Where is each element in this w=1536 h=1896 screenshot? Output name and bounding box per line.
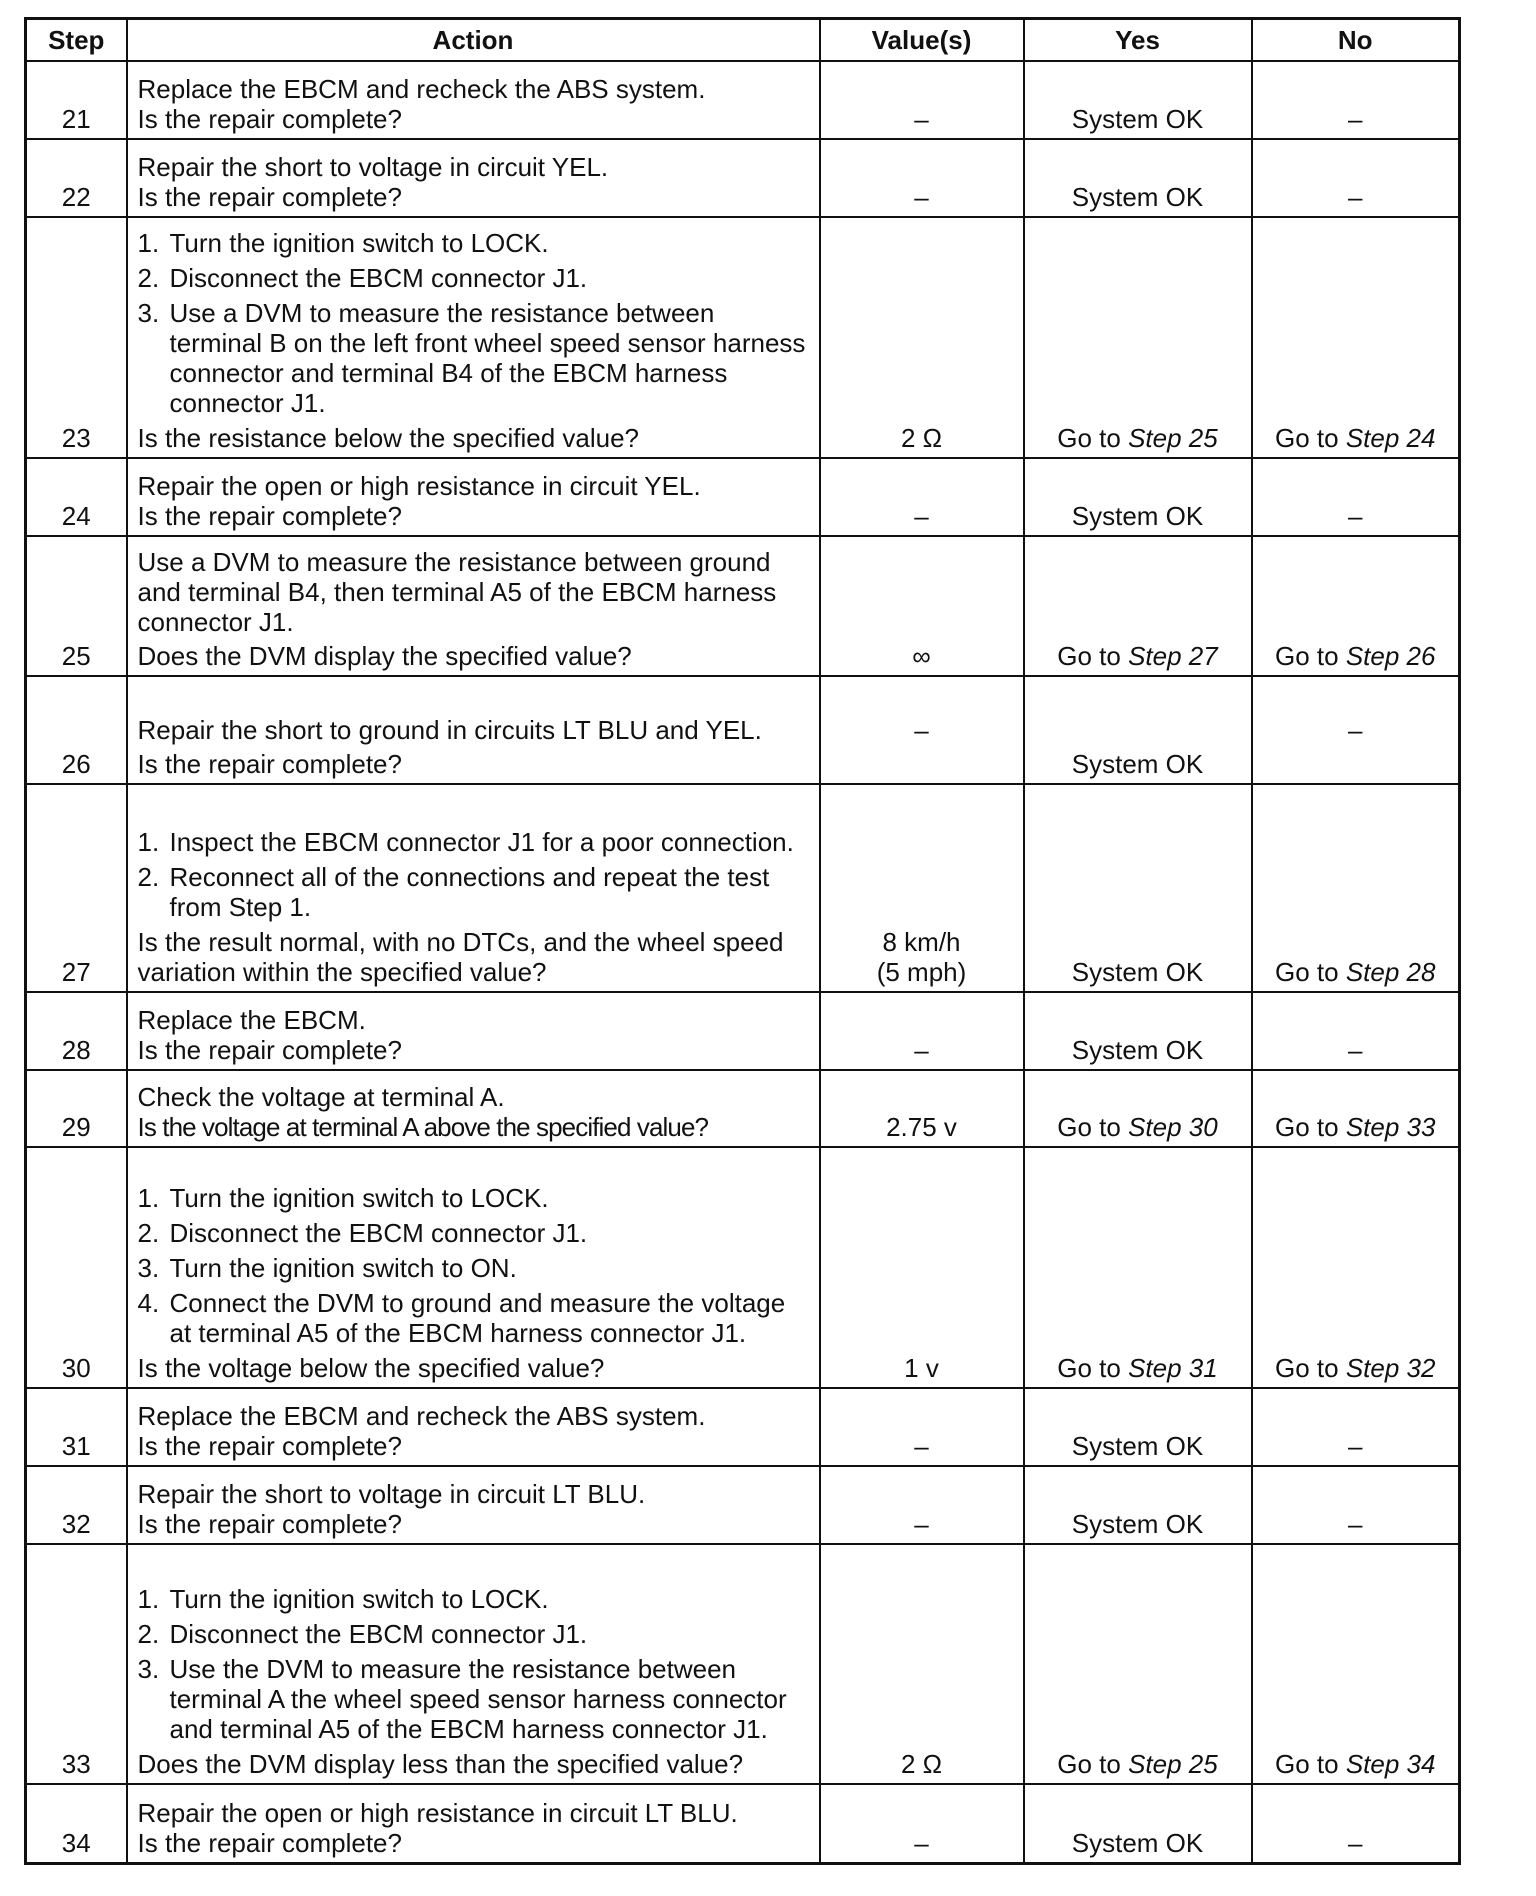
step-number: 28 bbox=[26, 992, 127, 1070]
yes-cell: System OK bbox=[1024, 1784, 1252, 1863]
value-cell: 8 km/h (5 mph) bbox=[820, 784, 1024, 992]
no-cell: – bbox=[1252, 458, 1460, 536]
action-step: 1. Inspect the EBCM connector J1 for a poor connection. bbox=[137, 827, 794, 857]
action-cell bbox=[127, 61, 820, 139]
yes-cell: Go to Step 30 bbox=[1024, 1070, 1252, 1147]
yes-cell: System OK bbox=[1024, 61, 1252, 139]
action-step: 2. Reconnect all of the connections and repeat the test from Step 1. bbox=[137, 862, 770, 922]
action-step: 4. Connect the DVM to ground and measure the voltage at terminal A5 of the EBCM harness connector J1. bbox=[137, 1288, 786, 1348]
goto-step-link: Step 32 bbox=[1345, 1353, 1436, 1383]
table-row bbox=[26, 1388, 1460, 1466]
step-number: 30 bbox=[26, 1147, 127, 1388]
step-number: 25 bbox=[26, 536, 127, 676]
action-text: Repair the open or high resistance in circuit LT BLU. bbox=[137, 1797, 738, 1828]
action-question: Is the resistance below the specified value? bbox=[137, 423, 640, 453]
step-number: 34 bbox=[26, 1784, 127, 1863]
header-values: Value(s) bbox=[820, 19, 1024, 62]
yes-cell: System OK bbox=[1024, 458, 1252, 536]
action-cell bbox=[127, 217, 820, 458]
action-text: Replace the EBCM and recheck the ABS system. bbox=[137, 1401, 706, 1431]
action-text: Repair the short to voltage in circuit LT BLU. bbox=[137, 1479, 646, 1509]
yes-cell: Go to Step 25 bbox=[1024, 1544, 1252, 1784]
action-cell bbox=[127, 1147, 820, 1388]
action-text: Replace the EBCM and recheck the ABS system. bbox=[137, 74, 706, 104]
value-cell: ∞ bbox=[820, 536, 1024, 676]
action-text: Repair the open or high resistance in circuit YEL. bbox=[137, 471, 701, 501]
value-cell: – bbox=[820, 1466, 1024, 1544]
yes-cell: System OK bbox=[1024, 676, 1252, 784]
goto-step-link: Step 25 bbox=[1128, 1749, 1218, 1779]
action-cell bbox=[127, 536, 820, 676]
table-row bbox=[26, 1070, 1460, 1147]
yes-cell: Go to Step 31 bbox=[1024, 1147, 1252, 1388]
table-row bbox=[26, 784, 1460, 992]
step-number: 33 bbox=[26, 1544, 127, 1784]
action-text: Repair the short to ground in circuits LT BLU and YEL. bbox=[137, 715, 762, 745]
action-step: 2. Disconnect the EBCM connector J1. bbox=[137, 1619, 588, 1649]
action-cell bbox=[127, 676, 820, 784]
table-row bbox=[26, 217, 1460, 458]
action-text: Use a DVM to measure the resistance between ground and terminal B4, then terminal A5 of the EBCM harness connector J1. bbox=[137, 547, 777, 637]
action-step: 3. Turn the ignition switch to ON. bbox=[137, 1253, 517, 1283]
value-cell: – bbox=[820, 676, 1024, 784]
action-steps bbox=[138, 1183, 809, 1348]
step-number: 29 bbox=[26, 1070, 127, 1147]
value-cell: – bbox=[820, 992, 1024, 1070]
header-step: Step bbox=[26, 19, 127, 62]
action-question: Does the DVM display less than the specified value? bbox=[137, 1749, 744, 1779]
action-question: Does the DVM display the specified value? bbox=[137, 641, 632, 671]
value-cell: 2 Ω bbox=[820, 1544, 1024, 1784]
action-cell bbox=[127, 139, 820, 217]
goto-step-link: Step 34 bbox=[1345, 1749, 1436, 1779]
goto-step-link: Step 33 bbox=[1345, 1112, 1436, 1142]
value-cell: – bbox=[820, 458, 1024, 536]
action-question: Is the repair complete? bbox=[137, 749, 402, 779]
action-cell bbox=[127, 1784, 820, 1863]
header-action: Action bbox=[127, 19, 820, 62]
action-question: Is the repair complete? bbox=[137, 1035, 402, 1065]
no-cell: – bbox=[1252, 61, 1460, 139]
no-cell: Go to Step 32 bbox=[1252, 1147, 1460, 1388]
value-cell: – bbox=[820, 1388, 1024, 1466]
goto-step-link: Step 25 bbox=[1128, 423, 1218, 453]
action-cell bbox=[127, 1544, 820, 1784]
yes-cell: System OK bbox=[1024, 139, 1252, 217]
goto-step-link: Step 30 bbox=[1128, 1112, 1218, 1142]
table-row bbox=[26, 676, 1460, 784]
step-number: 32 bbox=[26, 1466, 127, 1544]
goto-step-link: Step 31 bbox=[1128, 1353, 1218, 1383]
yes-cell: Go to Step 27 bbox=[1024, 536, 1252, 676]
header-row bbox=[26, 19, 1460, 62]
step-number: 27 bbox=[26, 784, 127, 992]
step-number: 24 bbox=[26, 458, 127, 536]
yes-cell: System OK bbox=[1024, 992, 1252, 1070]
table-row bbox=[26, 139, 1460, 217]
action-steps bbox=[138, 827, 809, 922]
no-cell: – bbox=[1252, 1388, 1460, 1466]
action-steps bbox=[138, 1584, 809, 1744]
table-row bbox=[26, 458, 1460, 536]
goto-step-link: Step 28 bbox=[1345, 957, 1436, 987]
action-cell bbox=[127, 1070, 820, 1147]
yes-cell: System OK bbox=[1024, 784, 1252, 992]
action-step: 1. Turn the ignition switch to LOCK. bbox=[137, 1584, 549, 1614]
action-cell bbox=[127, 784, 820, 992]
header-yes: Yes bbox=[1024, 19, 1252, 62]
goto-step-link: Step 26 bbox=[1345, 641, 1436, 671]
no-cell: Go to Step 33 bbox=[1252, 1070, 1460, 1147]
table-row bbox=[26, 536, 1460, 676]
action-question: Is the repair complete? bbox=[137, 1827, 402, 1858]
no-cell: Go to Step 26 bbox=[1252, 536, 1460, 676]
step-number: 26 bbox=[26, 676, 127, 784]
goto-step-link: Step 24 bbox=[1345, 423, 1436, 453]
yes-cell: Go to Step 25 bbox=[1024, 217, 1252, 458]
step-number: 21 bbox=[26, 61, 127, 139]
step-number: 31 bbox=[26, 1388, 127, 1466]
action-question: Is the result normal, with no DTCs, and the wheel speed variation within the specified value? bbox=[137, 927, 784, 987]
diagnostic-table bbox=[24, 17, 1461, 1865]
action-text: Repair the short to voltage in circuit YEL. bbox=[137, 152, 609, 182]
no-cell: – bbox=[1252, 1784, 1460, 1863]
action-step: 1. Turn the ignition switch to LOCK. bbox=[137, 228, 549, 258]
value-cell: – bbox=[820, 139, 1024, 217]
action-question: Is the repair complete? bbox=[137, 182, 402, 212]
action-question: Is the repair complete? bbox=[137, 1509, 402, 1539]
action-step: 3. Use a DVM to measure the resistance between terminal B on the left front wheel speed sensor harness connector and terminal B4 of the EBCM harness connector J1. bbox=[137, 298, 806, 418]
action-question: Is the repair complete? bbox=[137, 501, 402, 531]
step-number: 23 bbox=[26, 217, 127, 458]
no-cell: Go to Step 34 bbox=[1252, 1544, 1460, 1784]
table-row bbox=[26, 61, 1460, 139]
value-cell: 1 v bbox=[820, 1147, 1024, 1388]
action-step: 1. Turn the ignition switch to LOCK. bbox=[137, 1183, 549, 1213]
value-cell: – bbox=[820, 61, 1024, 139]
action-steps bbox=[138, 228, 809, 418]
table-row bbox=[26, 1544, 1460, 1784]
no-cell: Go to Step 24 bbox=[1252, 217, 1460, 458]
table-row bbox=[26, 1466, 1460, 1544]
action-step: 3. Use the DVM to measure the resistance between terminal A the wheel speed sensor harness connector and terminal A5 of the EBCM harness connector J1. bbox=[137, 1654, 787, 1744]
header-no: No bbox=[1252, 19, 1460, 62]
action-cell bbox=[127, 458, 820, 536]
no-cell: Go to Step 28 bbox=[1252, 784, 1460, 992]
no-cell: – bbox=[1252, 992, 1460, 1070]
action-question: Is the voltage at terminal A above the specified value? bbox=[137, 1112, 709, 1142]
value-cell: – bbox=[820, 1784, 1024, 1863]
action-cell bbox=[127, 992, 820, 1070]
action-question: Is the voltage below the specified value? bbox=[137, 1353, 605, 1383]
action-question: Is the repair complete? bbox=[137, 1431, 402, 1461]
no-cell: – bbox=[1252, 676, 1460, 784]
table-row bbox=[26, 1147, 1460, 1388]
action-question: Is the repair complete? bbox=[137, 104, 402, 134]
action-cell bbox=[127, 1388, 820, 1466]
action-cell bbox=[127, 1466, 820, 1544]
table-row bbox=[26, 992, 1460, 1070]
value-cell: 2 Ω bbox=[820, 217, 1024, 458]
action-text: Replace the EBCM. bbox=[137, 1005, 366, 1035]
action-text: Check the voltage at terminal A. bbox=[137, 1082, 505, 1112]
value-cell: 2.75 v bbox=[820, 1070, 1024, 1147]
action-step: 2. Disconnect the EBCM connector J1. bbox=[137, 263, 588, 293]
yes-cell: System OK bbox=[1024, 1388, 1252, 1466]
step-number: 22 bbox=[26, 139, 127, 217]
no-cell: – bbox=[1252, 1466, 1460, 1544]
action-step: 2. Disconnect the EBCM connector J1. bbox=[137, 1218, 588, 1248]
yes-cell: System OK bbox=[1024, 1466, 1252, 1544]
goto-step-link: Step 27 bbox=[1128, 641, 1218, 671]
table-row bbox=[26, 1784, 1460, 1863]
no-cell: – bbox=[1252, 139, 1460, 217]
